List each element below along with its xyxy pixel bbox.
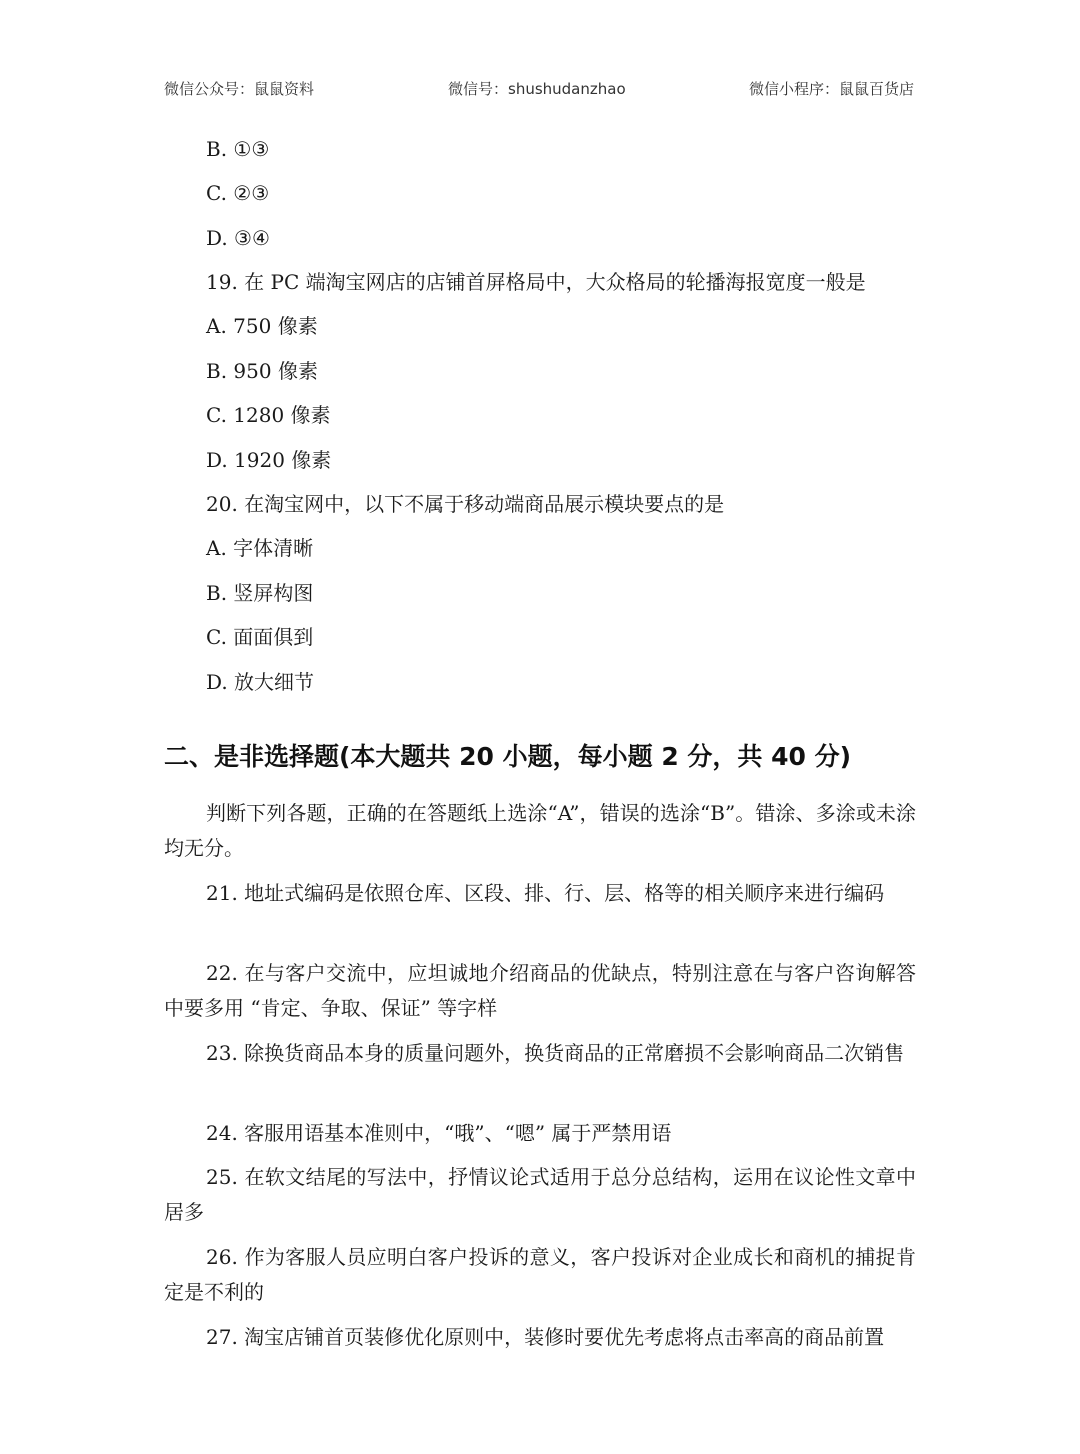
question-22: 22. 在与客户交流中，应坦诚地介绍商品的优缺点，特别注意在与客户咨询解答中要多用 “肯定、争取、保证” 等字样	[164, 961, 916, 1020]
q19-stem: 19. 在 PC 端淘宝网店的店铺首屏格局中，大众格局的轮播海报宽度一般是	[206, 270, 866, 294]
q20-stem: 20. 在淘宝网中，以下不属于移动端商品展示模块要点的是	[206, 492, 725, 516]
q18-option-b: B. ①③	[206, 137, 270, 161]
q20-option-b: B. 竖屏构图	[206, 581, 314, 605]
q20-option-c: C. 面面俱到	[206, 625, 314, 649]
q18-option-c: C. ②③	[206, 181, 270, 205]
question-25: 25. 在软文结尾的写法中，抒情议论式适用于总分总结构，运用在议论性文章中居多	[164, 1165, 916, 1224]
question-23: 23. 除换货商品本身的质量问题外，换货商品的正常磨损不会影响商品二次销售	[206, 1041, 905, 1065]
q18-option-d: D. ③④	[206, 226, 270, 250]
page-header	[164, 78, 914, 102]
q19-option-a: A. 750 像素	[206, 314, 318, 338]
q19-option-b: B. 950 像素	[206, 359, 318, 383]
section-instructions: 判断下列各题，正确的在答题纸上选涂“A”，错误的选涂“B”。错涂、多涂或未涂均无分。	[164, 801, 916, 860]
q19-option-d: D. 1920 像素	[206, 448, 332, 472]
header-wechat-account: 微信公众号：鼠鼠资料	[164, 80, 315, 98]
header-mini-program: 微信小程序：鼠鼠百货店	[748, 80, 914, 98]
question-21: 21. 地址式编码是依照仓库、区段、排、行、层、格等的相关顺序来进行编码	[206, 881, 885, 905]
section-title: 二、是非选择题(本大题共 20 小题，每小题 2 分，共 40 分)	[164, 742, 852, 771]
question-24: 24. 客服用语基本准则中，“哦”、“嗯” 属于严禁用语	[206, 1121, 672, 1145]
question-27: 27. 淘宝店铺首页装修优化原则中，装修时要优先考虑将点击率高的商品前置	[206, 1325, 885, 1349]
header-wechat-id: 微信号：shushudanzhao	[448, 80, 626, 98]
question-26: 26. 作为客服人员应明白客户投诉的意义，客户投诉对企业成长和商机的捕捉肯定是不利的	[164, 1245, 916, 1304]
q19-option-c: C. 1280 像素	[206, 403, 331, 427]
q20-option-a: A. 字体清晰	[206, 536, 314, 560]
q20-option-d: D. 放大细节	[206, 670, 315, 694]
